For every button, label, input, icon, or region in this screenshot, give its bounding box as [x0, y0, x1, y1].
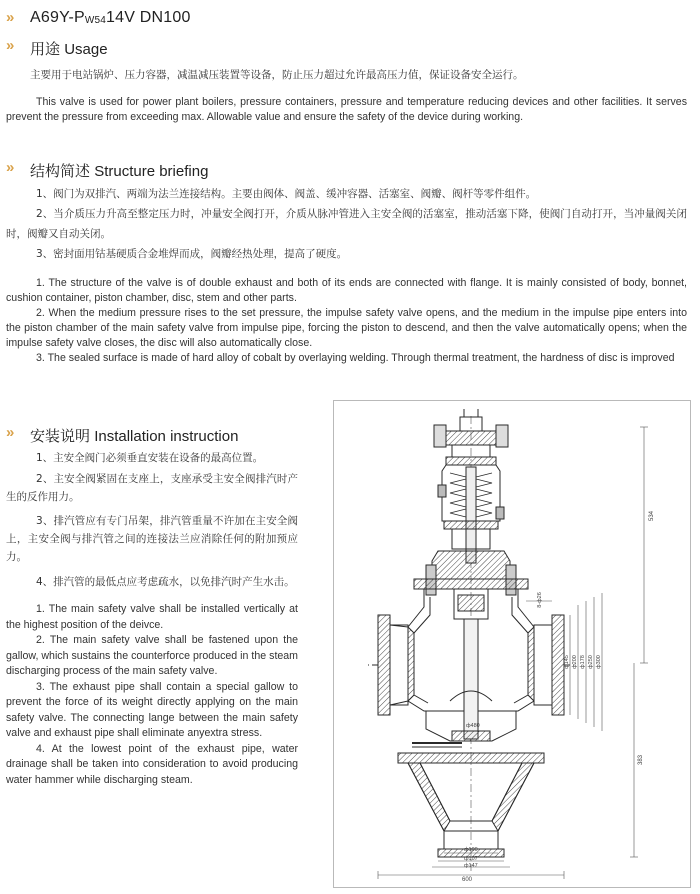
- structure-cn-list: [6, 184, 687, 264]
- installation-en-item: 3. The exhaust pipe shall contain a special gallow to prevent the force of its weight directly applying on the main safety valve. The connecting lange between the main safety valve and exhaust pipe shall eliminate anyextra stress.: [6, 680, 298, 739]
- installation-cn-item: 4、排汽管的最低点应考虑疏水，以免排汽时产生水击。: [36, 576, 295, 588]
- dimension-label: 8-ф26: [536, 592, 543, 608]
- installation-en-item: 4. At the lowest point of the exhaust pipe, water drainage shall be taken into consideration to avoid producing water hammer while discharging steam.: [6, 742, 298, 786]
- valve-drawing-frame: [333, 400, 691, 888]
- installation-cn-item: 2、主安全阀紧固在支座上，支座承受主安全阀排汽时产生的反作用力。: [6, 473, 298, 503]
- usage-heading: 用途 Usage: [30, 41, 108, 58]
- chevron-icon: »: [6, 9, 13, 26]
- usage-cn-text: 主要用于电站锅炉、压力容器，减温减压装置等设备，防止压力超过允许最高压力值，保证设备安全运行。: [30, 69, 524, 81]
- structure-en-list: [6, 276, 687, 366]
- actuator-cap: [434, 409, 508, 465]
- structure-cn-item: 2、当介质压力升高至整定压力时，冲量安全阀打开，介质从脉冲管进入主安全阀的活塞室，推动活塞下降，使阀门自动打开，当冲量阀关闭时，阀瓣又自动关闭。: [6, 208, 687, 240]
- installation-cn-item: 3、排汽管应有专门吊架，排汽管重量不许加在主安全阀上，主安全阀与排汽管之间的连接法兰应消除任何的附加预应力。: [6, 515, 298, 563]
- chevron-icon: »: [6, 424, 13, 441]
- installation-en-item: 1. The main safety valve shall be installed vertically at the highest position of the deivce.: [6, 603, 298, 631]
- installation-en-item: 2. The main safety valve shall be fastened upon the gallow, which sustains the counterforce produced in the steam discharging process of the main safety valve.: [6, 634, 298, 677]
- dimension-label: ф300: [595, 655, 602, 669]
- dimension-label: ф178: [579, 655, 586, 669]
- dimension-label: ф480: [466, 723, 480, 729]
- dimension-label: 383: [638, 754, 645, 766]
- structure-cn-item: 3、密封面用钴基硬质合金堆焊而成，阀瓣经热处理，提高了硬度。: [36, 248, 348, 260]
- dimension-label: ф145: [563, 655, 570, 669]
- usage-en-text: This valve is used for power plant boilers, pressure containers, pressure and temperature reducing devices and other facilities. It serves prevent the pressure from exceeding max. Allowable value and ensure the safety of the device during working.: [6, 96, 687, 123]
- installation-cn-item: 1、主安全阀门必须垂直安装在设备的最高位置。: [36, 452, 264, 464]
- dimension-label: 600: [462, 877, 473, 883]
- dimension-label: ф200: [571, 655, 578, 669]
- chevron-icon: »: [6, 37, 13, 54]
- dimension-label: ф250: [587, 655, 594, 669]
- page-title: $A69Y-P_{W54}14V$ DN100: [30, 9, 191, 26]
- structure-en-item: 1. The structure of the valve is of double exhaust and both of its ends are connected with flange. It is mainly consisted of body, bonnet, cushion container, piston chamber, disc, stem and other parts.: [6, 277, 687, 304]
- spring-housing: [438, 465, 504, 563]
- installation-cn-list: [6, 448, 298, 592]
- dimension-label: ф107: [464, 856, 478, 862]
- installation-en-list: [6, 602, 298, 788]
- dimension-lines: [378, 427, 648, 879]
- structure-cn-item: 1、阀门为双排汽、两端为法兰连接结构。主要由阀体、阀盖、缓冲容器、活塞室、阀瓣、阀杆等零件组件。: [36, 188, 537, 200]
- dimension-label: ф147: [464, 863, 478, 869]
- structure-en-item: 2. When the medium pressure rises to the set pressure, the impulse safety valve opens, and the medium in the impulse pipe enters into the piston chamber of the main safety valve from impulse pipe, forcing the piston to descend, and then the valve automatically opens; when the impulse safety valve closes, the disc will also automatically close.: [6, 307, 687, 349]
- structure-en-item: 3. The sealed surface is made of hard alloy of cobalt by overlaying welding. Through thermal treatment, the hardness of disc is improved: [36, 352, 675, 364]
- chevron-icon: »: [6, 159, 13, 176]
- installation-heading: 安装说明 Installation instruction: [30, 428, 239, 445]
- dimension-label: ф100: [464, 847, 478, 853]
- dimension-label: 534: [649, 510, 656, 522]
- valve-cross-section-drawing: [334, 401, 690, 887]
- structure-heading: 结构简述 Structure briefing: [30, 163, 209, 180]
